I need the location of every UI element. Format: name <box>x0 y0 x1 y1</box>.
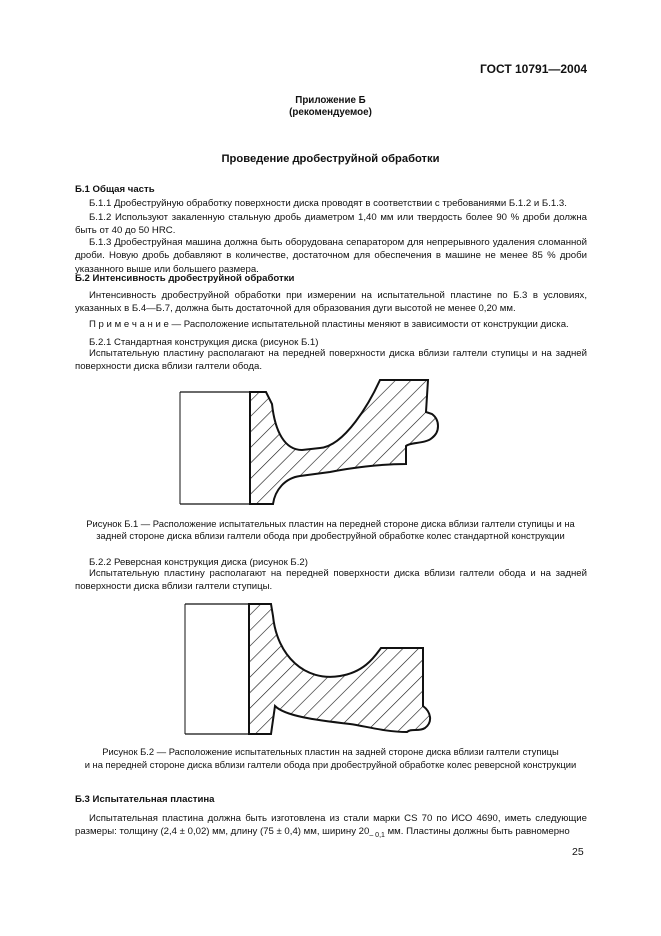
document-code: ГОСТ 10791—2004 <box>480 62 588 76</box>
figure-b2-drawing <box>175 596 455 740</box>
note <box>75 318 587 331</box>
note-text: — Расположение испытательной пластины меняют в зависимости от конструкции диска. <box>168 319 569 330</box>
paragraph: Б.1.1 Дробеструйную обработку поверхности диска проводят в соответствии с требованиями Б.1.2 и Б.1.3. <box>89 198 567 209</box>
figure-b1-drawing <box>170 372 450 512</box>
page-title: Проведение дробеструйной обработки <box>221 153 440 165</box>
section-heading: Б.1 Общая часть <box>75 184 155 195</box>
appendix-title: Приложение Б <box>295 95 366 106</box>
figure-b1-caption-line1: Рисунок Б.1 — Расположение испытательных пластин на передней стороне диска вблизи галтели ступицы и на <box>86 518 575 529</box>
paragraph-text: Испытательная пластина должна быть изготовлена из стали марки CS 70 по ИСО 4690, иметь следующие размеры: толщину (2,4 ± 0,02) мм, длину (75 ± 0,4) мм, ширину 20 <box>75 813 587 838</box>
paragraph: Б.1.3 Дробеструйная машина должна быть оборудована сепаратором для непрерывного удаления сломанной дроби. Новую дробь добавляют в количестве, достаточном для обеспечения в машине не менее 85 % дроби указанного выше или большего размера. <box>75 237 587 275</box>
paragraph <box>75 812 587 843</box>
appendix-note: (рекомендуемое) <box>289 107 372 118</box>
figure-b1-caption-line2: задней стороне диска вблизи галтели обода при дробеструйной обработке колес стандартной конструкции <box>96 530 565 541</box>
paragraph: Б.1.2 Используют закаленную стальную дробь диаметром 1,40 мм или твердость более 90 % дроби должна быть от 40 до 50 HRC. <box>75 212 587 237</box>
paragraph: Испытательную пластину располагают на передней поверхности диска вблизи галтели обода и на задней поверхности диска вблизи галтели ступицы. <box>75 568 587 593</box>
figure-b2-caption-line2: и на передней стороне диска вблизи галтели обода при дробеструйной обработке колес реверсной конструкции <box>84 759 577 770</box>
section-heading: Б.2 Интенсивность дробеструйной обработки <box>75 273 295 284</box>
figure-b2-caption-line1: Рисунок Б.2 — Расположение испытательных пластин на задней стороне диска вблизи галтели ступицы <box>102 746 559 757</box>
paragraph: Испытательную пластину располагают на передней поверхности диска вблизи галтели ступицы и на задней поверхности диска вблизи галтели обода. <box>75 348 587 373</box>
subsection-heading: Б.2.2 Реверсная конструкция диска (рисунок Б.2) <box>89 557 308 568</box>
subsection-heading: Б.2.1 Стандартная конструкция диска (рисунок Б.1) <box>89 337 319 348</box>
page-number: 25 <box>572 846 584 858</box>
paragraph: Интенсивность дробеструйной обработки при измерении на испытательной пластине по Б.3 в условиях, указанных в Б.4—Б.7, должна быть достаточной для образования дуги высотой не менее 0,20 мм. <box>75 290 587 315</box>
note-label: П р и м е ч а н и е <box>89 319 169 330</box>
paragraph-text: мм. Пластины должны быть равномерно <box>384 826 570 838</box>
section-heading: Б.3 Испытательная пластина <box>75 794 215 805</box>
width-tolerance: – 0,1 <box>369 832 385 840</box>
